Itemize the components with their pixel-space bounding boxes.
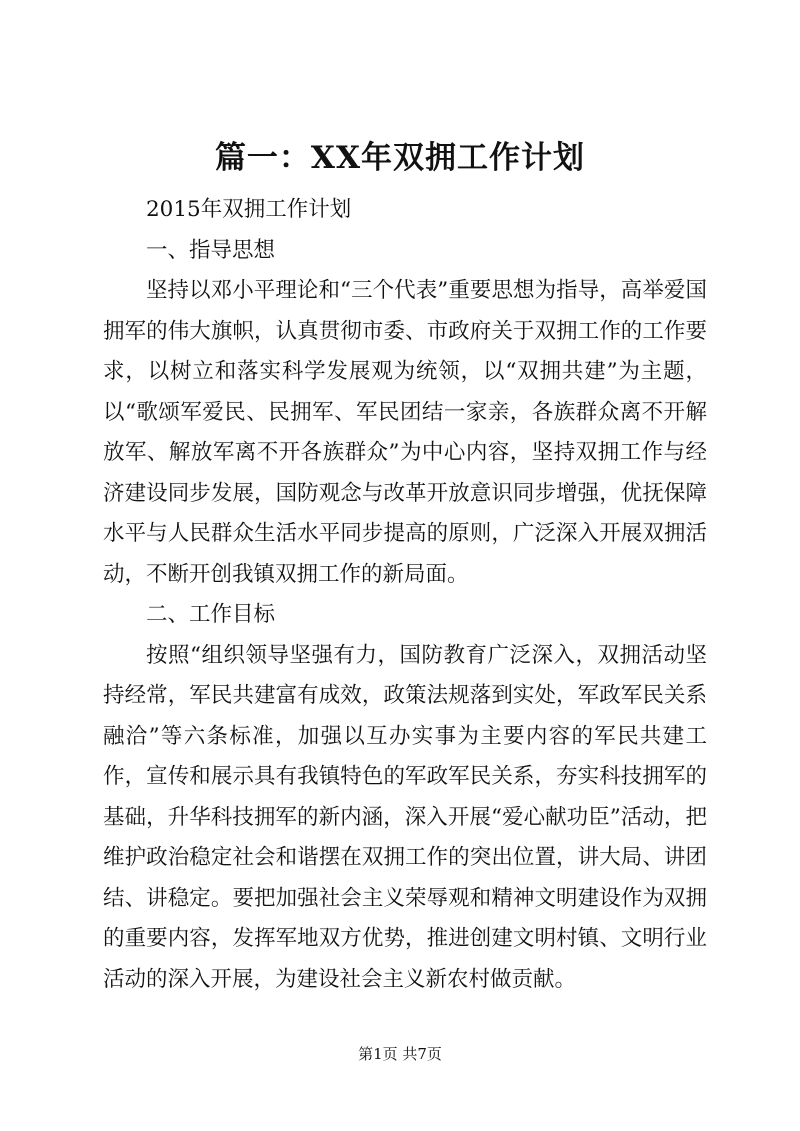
document-title: 篇一：XX年双拥工作计划 bbox=[214, 140, 586, 176]
section-heading-work-goals: 二、工作目标 bbox=[146, 602, 276, 627]
section-heading-guiding-ideology: 一、指导思想 bbox=[146, 237, 276, 263]
paragraph-guiding-ideology: 坚持以邓小平理论和“三个代表”重要思想为指导，高举爱国拥军的伟大旗帜，认真贯彻市委、市政府关于双拥工作的工作要求，以树立和落实科学发展观为统领，以“双拥共建”为主题，以“歌颂军爱民、民拥军、军民团结一家亲，各族群众离不开解放军、解放军离不开各族群众”为中心内容，坚持双拥工作与经济建设同步发展，国防观念与改革开放意识同步增强，优抚保障水平与人民群众生活水平同步提高的原则，广泛深入开展双拥活动，不断开创我镇双拥工作的新局面。 bbox=[103, 278, 707, 587]
document-body bbox=[103, 190, 707, 1000]
paragraph-work-goals: 按照“组织领导坚强有力，国防教育广泛深入，双拥活动坚持经常，军民共建富有成效，政策法规落到实处，军政军民关系融洽”等六条标准，加强以互办实事为主要内容的军民共建工作，宣传和展示具有我镇特色的军政军民关系，夯实科技拥军的基础，升华科技拥军的新内涵，深入开展“爱心献功臣”活动，把维护政治稳定社会和谐摆在双拥工作的突出位置，讲大局、讲团结、讲稳定。要把加强社会主义荣辱观和精神文明建设作为双拥的重要内容，发挥军地双方优势，推进创建文明村镇、文明行业活动的深入开展，为建设社会主义新农村做贡献。 bbox=[103, 642, 707, 992]
page-number-footer: 第1页 共7页 bbox=[358, 1045, 442, 1063]
paragraph-subtitle: 2015年双拥工作计划 bbox=[146, 197, 352, 222]
